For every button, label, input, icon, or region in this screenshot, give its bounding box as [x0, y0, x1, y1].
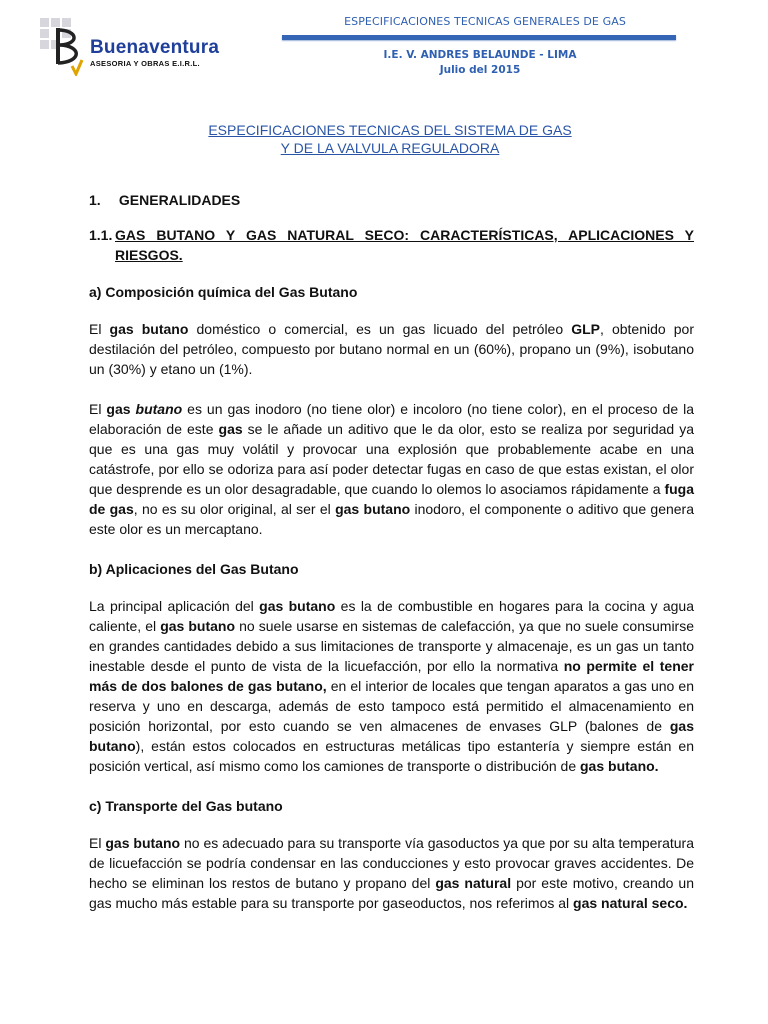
- part-a-paragraph-1: [89, 319, 694, 379]
- bold-italic-run: butano: [135, 401, 183, 417]
- part-b-paragraph-1: [89, 596, 694, 776]
- subsection-number: 1.1.: [89, 227, 113, 243]
- text-run: El: [89, 835, 106, 851]
- text-run: , no es su olor original, al ser el: [133, 501, 336, 517]
- text-run: se le añade un aditivo que le da olor, esto se realiza por seguridad ya que es una gas muy volátil y provocar una explosión que probablemente acabe en una catástrofe, por ello se odoriza para así poder detectar fugas en caso de que estas existan, el olor que desprende es un olor desagradable, que cuando lo olemos lo asociamos rápidamente a: [89, 421, 694, 497]
- document-body: [89, 190, 694, 933]
- logo-brand-text: Buenaventura: [90, 37, 220, 58]
- text-run: es la de combustible en hogares para la cocina y agua caliente, el: [89, 598, 694, 634]
- bold-run: gas butano: [259, 598, 336, 614]
- text-run: ), están estos colocados en estructuras metálicas tipo estantería y siempre están en posición vertical, así mismo como los camiones de transporte o distribución de: [89, 738, 694, 774]
- bold-run: gas butano: [89, 718, 694, 754]
- bold-run: gas: [106, 401, 131, 417]
- text-run: por este motivo, creando un gas mucho más estable para su transporte por gaseoductos, nos referimos al: [89, 875, 694, 911]
- text-run: no es adecuado para su transporte vía gasoductos ya que por su alta temperatura de licuefacción se podría condensar en las conducciones y esto provocar graves accidentes. De hecho se eliminan los restos de butano y propano del: [89, 835, 694, 891]
- section-number: 1.: [89, 192, 101, 208]
- document-title: [120, 121, 660, 157]
- header-title: ESPECIFICACIONES TECNICAS GENERALES DE GAS: [344, 15, 626, 28]
- text-run: La principal aplicación del: [89, 598, 260, 614]
- bold-run: no permite el tener más de dos balones de gas butano,: [89, 658, 694, 694]
- bold-run: gas butano.: [580, 758, 659, 774]
- logo-mark-icon: [38, 16, 98, 76]
- bold-run: gas natural: [435, 875, 512, 891]
- section-heading: [89, 190, 694, 210]
- bold-run: gas: [218, 421, 243, 437]
- document-title-line2: Y DE LA VALVULA REGULADORA: [280, 140, 500, 156]
- part-c-heading: c) Transporte del Gas butano: [89, 798, 283, 814]
- text-run: , obtenido por destilación del petróleo, compuesto por butano normal en un (60%), propano un (9%), isobutano un (30%) y etano un (1%).: [89, 321, 695, 377]
- header-divider: [282, 35, 676, 40]
- text-run: es un gas inodoro (no tiene olor) e incoloro (no tiene color), en el proceso de la elaboración de este: [89, 401, 695, 437]
- text-run: inodoro, el componente o aditivo que genera este olor es un mercaptano.: [89, 501, 694, 537]
- bold-run: gas butano: [335, 501, 411, 517]
- document-title-line1: ESPECIFICACIONES TECNICAS DEL SISTEMA DE GAS: [208, 122, 572, 138]
- text-run: no suele usarse en sistemas de calefacción, ya que no suele consumirse en grandes cantidades debido a sus limitaciones de transporte y almacenaje, es un gas un tanto inestable desde el punto de vista de la licuefacción, por ello la normativa: [89, 618, 695, 674]
- bold-run: gas butano: [109, 321, 189, 337]
- bold-run: fuga de gas: [89, 481, 694, 517]
- bold-run: gas butano: [105, 835, 181, 851]
- part-a-paragraph-2: [89, 399, 694, 539]
- section-title: GENERALIDADES: [118, 192, 241, 208]
- company-logo: [38, 16, 238, 76]
- text-run: doméstico o comercial, es un gas licuado del petróleo: [188, 321, 572, 337]
- header-school: I.E. V. ANDRES BELAUNDE - LIMA: [383, 49, 577, 61]
- subsection-heading: [89, 225, 694, 265]
- text-run: El: [89, 401, 107, 417]
- text-run: El: [89, 321, 110, 337]
- subsection-title: GAS BUTANO Y GAS NATURAL SECO: CARACTERÍSTICAS, APLICACIONES Y RIESGOS.: [115, 227, 694, 263]
- bold-run: gas natural seco.: [573, 895, 688, 911]
- header-date: Julio del 2015: [439, 64, 521, 76]
- part-c-paragraph-1: [89, 833, 694, 913]
- part-a-heading: a) Composición química del Gas Butano: [89, 284, 358, 300]
- bold-run: gas butano: [160, 618, 236, 634]
- part-b-heading: b) Aplicaciones del Gas Butano: [89, 561, 299, 577]
- text-run: en el interior de locales que tengan aparatos a gas uno en reserva y uno en descarga, además de esto tampoco está permitido el almacenamiento en posición horizontal, por esto cuando se ven almacenes de envases GLP (balones de: [89, 678, 694, 734]
- logo-subtitle: ASESORIA Y OBRAS E.I.R.L.: [90, 59, 200, 68]
- bold-run: GLP: [571, 321, 600, 337]
